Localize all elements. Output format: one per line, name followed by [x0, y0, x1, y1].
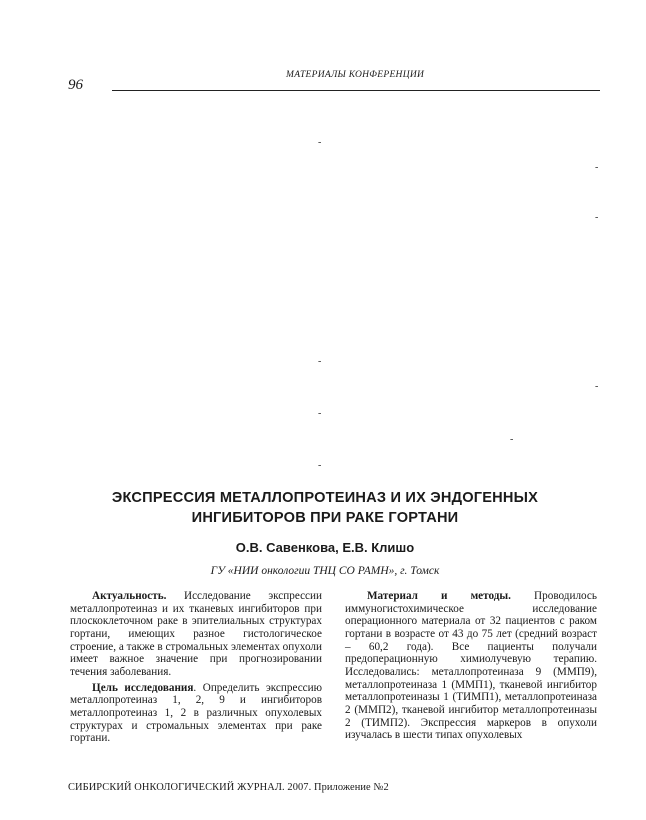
- stray-mark: -: [318, 460, 322, 471]
- paragraph-label: Актуальность.: [92, 590, 167, 602]
- article-title: [60, 488, 590, 528]
- paragraph-relevance: [70, 590, 322, 679]
- page-number: 96: [68, 77, 83, 93]
- stray-mark: -: [318, 408, 322, 419]
- stray-mark: -: [595, 381, 599, 392]
- paragraph-aim: [70, 682, 322, 745]
- article-title-line: ЭКСПРЕССИЯ МЕТАЛЛОПРОТЕИНАЗ И ИХ ЭНДОГЕННЫХ: [111, 490, 539, 506]
- header-rule: [112, 90, 600, 91]
- stray-mark: -: [595, 162, 599, 173]
- journal-footer: СИБИРСКИЙ ОНКОЛОГИЧЕСКИЙ ЖУРНАЛ. 2007. Приложение №2: [68, 782, 389, 793]
- stray-mark: -: [318, 356, 322, 367]
- paragraph-text: . Определить экспрессию металлопротеиназ 1, 2, 9 и ингибиторов металлопротеиназ 1, 2 в различных опухолевых структурах и стромальных элементах при раке гортани.: [70, 681, 322, 745]
- stray-mark: -: [510, 434, 514, 445]
- article-affiliation: ГУ «НИИ онкологии ТНЦ СО РАМН», г. Томск: [210, 565, 440, 577]
- paragraph-methods: [345, 590, 597, 742]
- paragraph-label: Материал и методы.: [367, 590, 511, 602]
- right-column: [345, 590, 597, 742]
- article-authors: О.В. Савенкова, Е.В. Клишо: [235, 540, 415, 555]
- left-column: [70, 590, 322, 745]
- paragraph-text: Исследование экспрессии металлопротеиназ и их тканевых ингибиторов при плоскоклеточном раке в эпителиальных структурах гортани, имеющих разное гистологическое строение, а также в стромальных элементах опухоли имеет важное значение при прогнозировании течения заболевания.: [70, 590, 322, 678]
- paragraph-label: Цель исследования: [92, 681, 194, 694]
- paragraph-text: Проводилось иммуногистохимическое исследование операционного материала от 32 пациентов с раком гортани в возрасте от 43 до 75 лет (средний возраст – 60,2 года). Все пациенты получали предоперационную химиолучевую терапию. Исследовались: металлопротеиназа 9 (ММП9), металлопротеиназа 1 (ММП1), тканевой ингибитор металлопротеиназы 1 (ТИМП1), металлопротеиназа 2 (ММП2), тканевой ингибитор металлопротеиназы 2 (ТИМП2). Экспрессия маркеров в опухоли изучалась в шести типах опухолевых: [345, 590, 597, 742]
- running-title: МАТЕРИАЛЫ КОНФЕРЕНЦИИ: [286, 70, 425, 80]
- article-title-line: ИНГИБИТОРОВ ПРИ РАКЕ ГОРТАНИ: [191, 510, 459, 526]
- stray-mark: -: [318, 137, 322, 148]
- stray-mark: -: [595, 212, 599, 223]
